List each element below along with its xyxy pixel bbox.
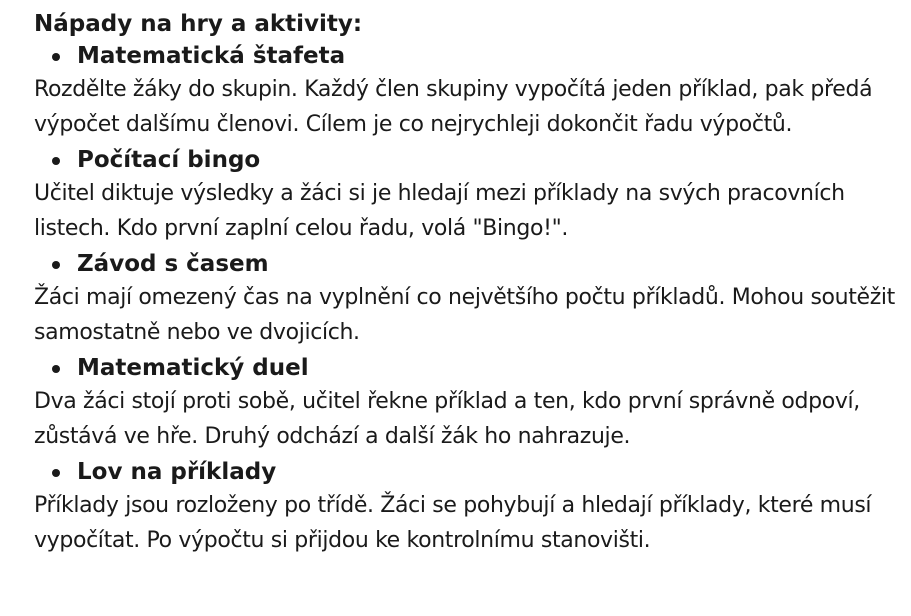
activity-title-text: Lov na příklady [77,459,277,485]
bullet-icon [52,365,60,373]
activity-title [34,456,904,488]
activity-description: Žáci mají omezený čas na vyplnění co největšího počtu příkladů. Mohou soutěžit samostatně nebo ve dvojicích. [34,285,895,345]
activity-title-text: Matematický duel [77,355,309,381]
activity-description: Příklady jsou rozloženy po třídě. Žáci se pohybují a hledají příklady, které musí vypočítat. Po výpočtu si přijdou ke kontrolnímu stanovišti. [34,493,872,553]
activity-title [34,248,904,280]
bullet-icon [52,261,60,269]
activity-title-text: Počítací bingo [77,147,261,173]
activity-title [34,352,904,384]
bullet-icon [52,469,60,477]
document-content [34,8,904,560]
bullet-icon [52,157,60,165]
activity-description: Dva žáci stojí proti sobě, učitel řekne příklad a ten, kdo první správně odpoví, zůstává ve hře. Druhý odchází a další žák ho nahrazuje. [34,389,860,449]
section-heading: Nápady na hry a aktivity: [34,11,363,37]
activity-item [34,248,904,350]
activity-item [34,352,904,454]
activity-item [34,144,904,246]
activity-title-text: Závod s časem [77,251,269,277]
activity-item [34,456,904,558]
activity-title [34,40,904,72]
activity-description: Rozdělte žáky do skupin. Každý člen skupiny vypočítá jeden příklad, pak předá výpočet dalšímu členovi. Cílem je co nejrychleji dokončit řadu výpočtů. [34,77,873,137]
activity-description: Učitel diktuje výsledky a žáci si je hledají mezi příklady na svých pracovních listech. Kdo první zaplní celou řadu, volá "Bingo!". [34,181,845,241]
activity-title [34,144,904,176]
activity-item [34,40,904,142]
activity-title-text: Matematická štafeta [77,43,346,69]
bullet-icon [52,53,60,61]
